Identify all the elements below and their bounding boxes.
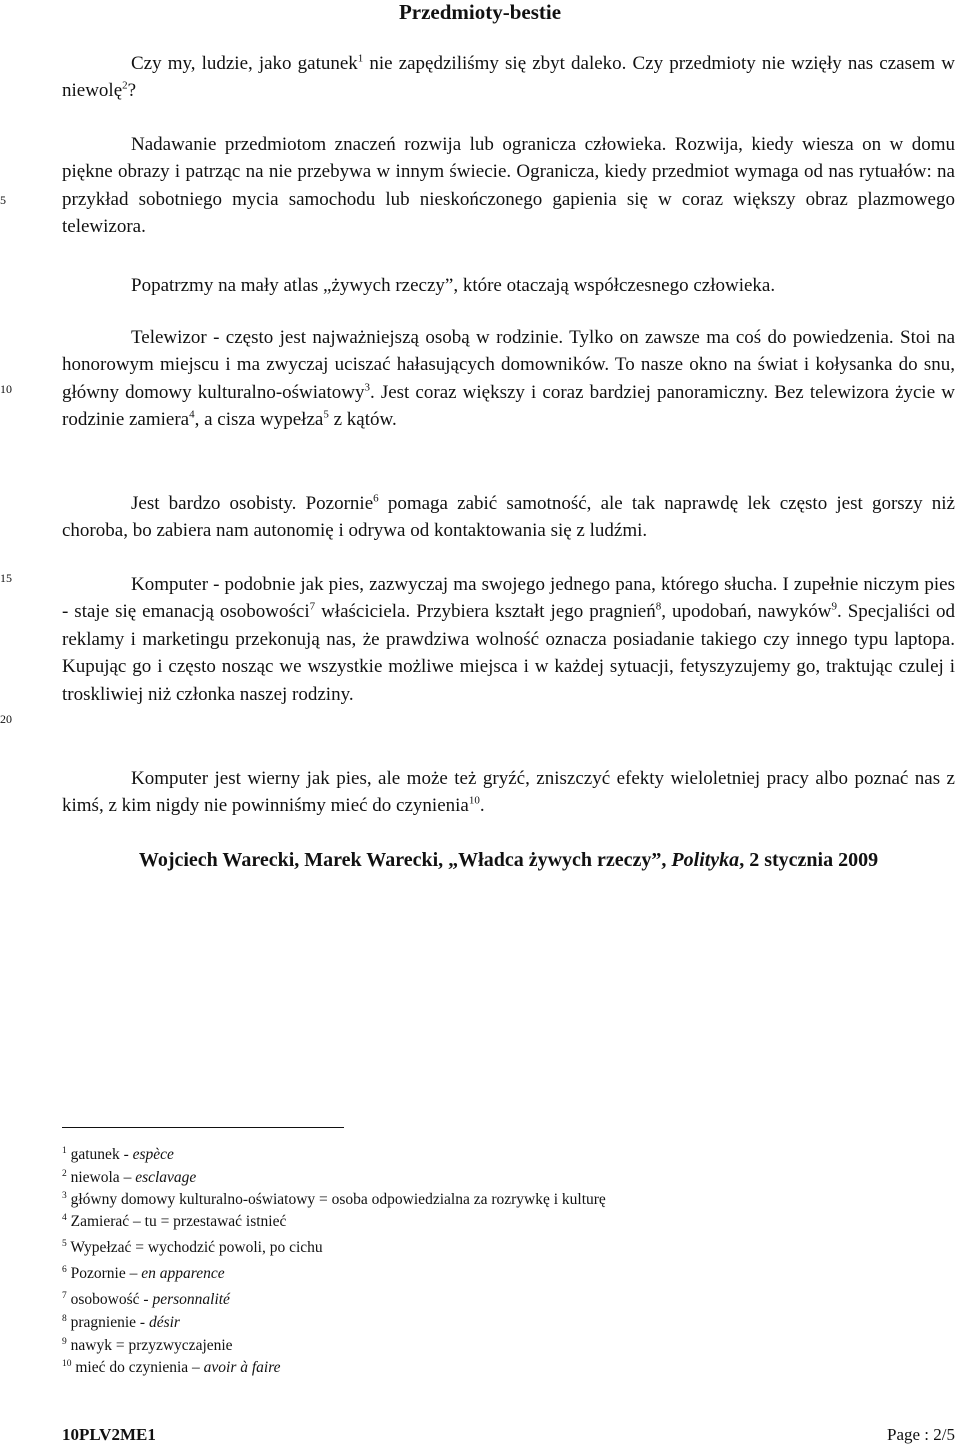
- footnote-3: [62, 1190, 942, 1210]
- footnote-ref-10: 10: [468, 795, 480, 808]
- line-number-20: 20: [0, 712, 12, 726]
- paragraph-personal: Jest bardzo osobisty. Pozornie$^6$ pomaga zabić samotność, ale tak naprawdę lek często jest gorszy niż choroba, bo zabiera nam autonomię i odrywa od kontaktowania się z ludźmi.: [62, 492, 955, 542]
- paragraph-computer-loyal: Komputer jest wierny jak pies, ale może też gryźć, zniszczyć efekty wieloletniej pracy albo poznać nas z kimś, z kim nigdy nie powinniśmy mieć do czynienia$^{10}$.: [62, 768, 955, 817]
- footnote-5: [62, 1238, 942, 1258]
- footnote-translation: désir: [148, 1314, 180, 1331]
- paragraph-television: Telewizor - często jest najważniejszą osobą w rodzinie. Tylko on zawsze ma coś do powiedzenia. Stoi na honorowym miejscu i ma zwyczaj uciszać hałasujących domowników. To nasze okno na świat i kołysanka do snu, główny domowy kulturalno-oświatowy$^3$. Jest coraz większy i coraz bardziej panoramiczny. Bez telewizora życie w rodzinie zamiera$^4$, a cisza wypełza$^5$ z kątów.: [62, 327, 955, 431]
- footnote-term: Wypełzać = wychodzić powoli, po cichu: [70, 1239, 323, 1256]
- footnote-term: pragnienie -: [70, 1314, 149, 1331]
- footnote-number: 5: [62, 1238, 67, 1249]
- footnote-8: [62, 1313, 942, 1333]
- footnote-term: gatunek -: [70, 1146, 133, 1163]
- footnote-ref-1: 1: [357, 52, 364, 65]
- line-number-10: 10: [0, 382, 12, 396]
- footnote-4: [62, 1212, 942, 1232]
- footnote-1: [62, 1145, 942, 1165]
- paragraph-intro: Czy my, ludzie, jako gatunek$^1$ nie zapędziliśmy się zbyt daleko. Czy przedmioty nie wzięły nas czasem w niewolę$^2$?: [62, 52, 955, 102]
- footnote-ref-9: 9: [831, 601, 837, 614]
- line-number-5: 5: [0, 193, 6, 207]
- footnote-number: 4: [62, 1212, 67, 1223]
- paragraph-atlas: Popatrzmy na mały atlas „żywych rzeczy”, które otaczają współczesnego człowieka.: [131, 275, 776, 296]
- footnote-term: osobowość -: [70, 1291, 153, 1308]
- footnote-number: 7: [62, 1290, 67, 1301]
- footnote-number: 10: [62, 1358, 72, 1369]
- line-number-15: 15: [0, 571, 12, 585]
- footnote-ref-5: 5: [323, 408, 329, 421]
- page-number: Page : 2/5: [887, 1425, 955, 1444]
- document-code: 10PLV2ME1: [62, 1425, 156, 1444]
- footnote-ref-8: 8: [655, 601, 662, 614]
- footnote-10: [62, 1358, 942, 1378]
- footnote-9: [62, 1336, 942, 1356]
- footnote-translation: en apparence: [141, 1265, 225, 1282]
- footnote-translation: espèce: [132, 1146, 174, 1163]
- footnote-number: 9: [62, 1336, 67, 1347]
- footnote-number: 8: [62, 1313, 67, 1324]
- paragraph-meanings: Nadawanie przedmiotom znaczeń rozwija lub ogranicza człowieka. Rozwija, kiedy wiesza on w domu piękne obrazy i patrząc na nie przebywa w innym świecie. Ogranicza, kiedy przedmiot wymaga od nas rytuałów: na przykład sobotniego mycia samochodu lub nieskończonego gapienia się w coraz większy obraz plazmowego telewizora.: [62, 134, 955, 238]
- footnote-number: 6: [62, 1264, 67, 1275]
- footnote-translation: personnalité: [152, 1291, 230, 1308]
- footnote-term: niewola –: [70, 1169, 136, 1186]
- footnote-term: nawyk = przyzwyczajenie: [70, 1337, 233, 1354]
- page-title: Przedmioty-bestie: [398, 0, 562, 24]
- footnote-number: 1: [62, 1145, 67, 1156]
- footnote-term: mieć do czynienia –: [75, 1359, 204, 1376]
- footnote-ref-3: 3: [364, 381, 370, 394]
- footnote-ref-7: 7: [309, 601, 316, 614]
- footnote-6: [62, 1264, 942, 1284]
- footnote-term: Pozornie –: [70, 1265, 142, 1282]
- footnote-7: [62, 1290, 942, 1310]
- footnote-ref-2: 2: [122, 80, 128, 93]
- footnote-term: główny domowy kulturalno-oświatowy = osoba odpowiedzialna za rozrywkę i kulturę: [70, 1191, 606, 1208]
- footnote-translation: avoir à faire: [203, 1359, 281, 1376]
- footnote-number: 3: [62, 1190, 67, 1201]
- footnote-ref-6: 6: [373, 492, 379, 505]
- footnote-2: [62, 1168, 942, 1188]
- footnote-term: Zamierać – tu = przestawać istnieć: [70, 1213, 287, 1230]
- journal-title: Polityka: [671, 849, 740, 871]
- footnote-number: 2: [62, 1168, 67, 1179]
- source-citation: Wojciech Warecki, Marek Warecki, „Władca żywych rzeczy”, Polityka, 2 stycznia 2009: [138, 849, 879, 871]
- footnote-ref-4: 4: [189, 408, 195, 421]
- paragraph-computer: Komputer - podobnie jak pies, zazwyczaj ma swojego jednego pana, którego słucha. I zupełnie niczym pies - staje się emanacją osobowości$^7$ właściciela. Przybiera kształt jego pragnień$^8$, upodobań, nawyków$^9$. Specjaliści od reklamy i marketingu przekonują nas, że prawdziwa wolność oznacza posiadanie takiego czy innego typu laptopa. Kupując go i często nosząc we wszystkie możliwe miejsca i w każdej sytuacji, fetyszyzujemy go, traktując czulej i troskliwiej niż członka naszej rodziny.: [62, 574, 955, 705]
- footnote-divider: [62, 1127, 344, 1128]
- footnote-translation: esclavage: [135, 1169, 197, 1186]
